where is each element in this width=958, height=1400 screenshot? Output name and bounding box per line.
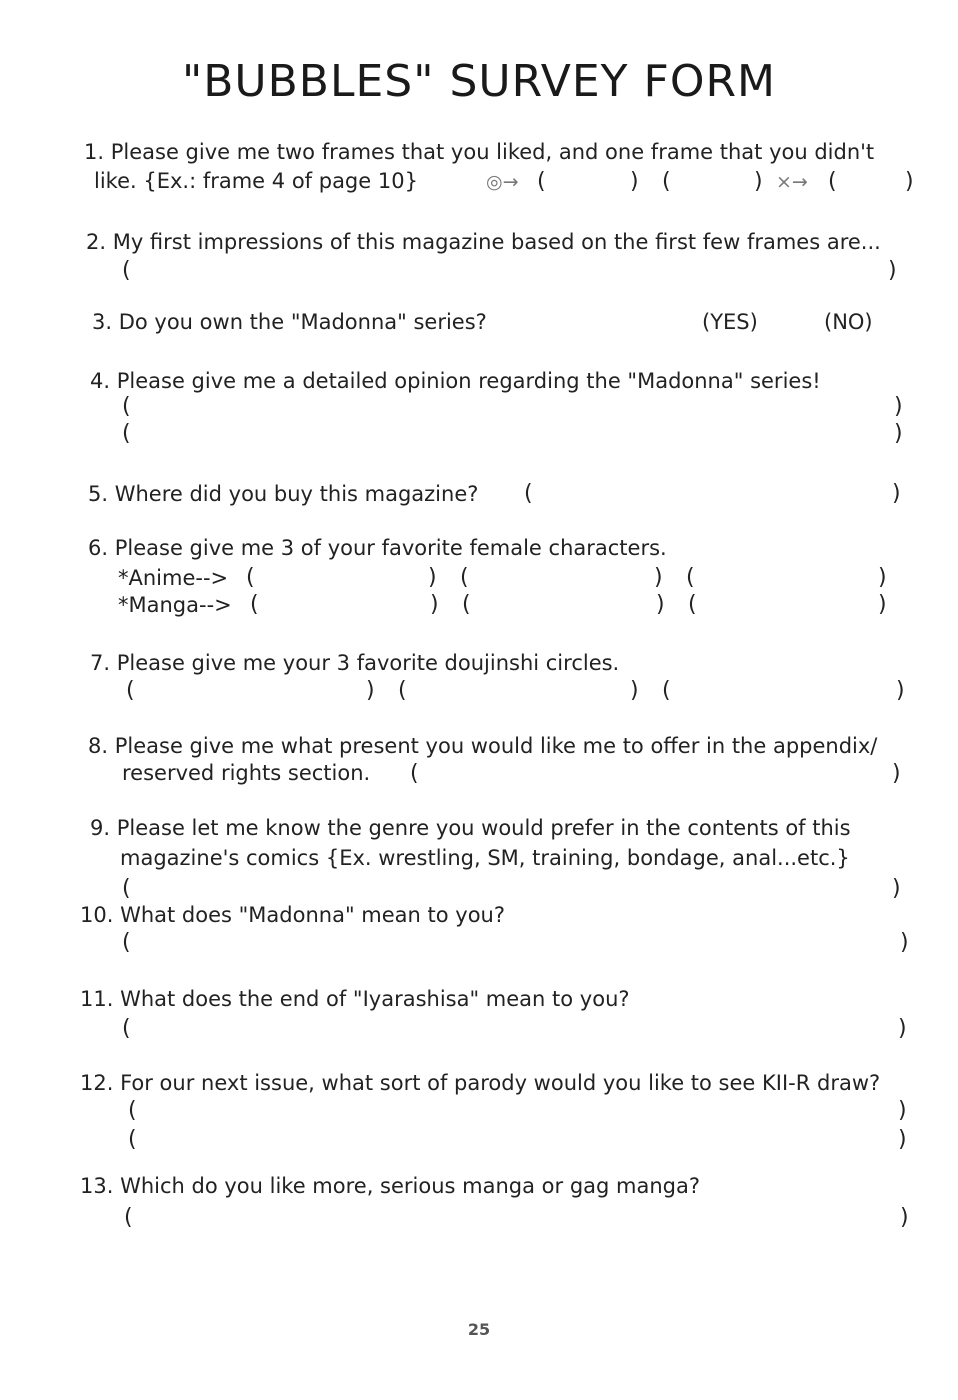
question-1-text: 1. Please give me two frames that you liked, and one frame that you didn't [84, 140, 875, 164]
answer-close-paren: ) [878, 565, 887, 590]
question-11-text: 11. What does the end of "Iyarashisa" mean to you? [80, 987, 630, 1011]
answer-open-paren: ( [124, 1205, 133, 1230]
question-9-text: 9. Please let me know the genre you would prefer in the contents of this [90, 816, 851, 840]
answer-open-paren: ( [662, 678, 671, 703]
disliked-frame-symbol: ×→ [776, 171, 808, 193]
answer-open-paren: ( [662, 169, 671, 194]
question-4-text: 4. Please give me a detailed opinion regarding the "Madonna" series! [90, 369, 821, 393]
question-5-text: 5. Where did you buy this magazine? [88, 482, 479, 506]
question-6-text: 6. Please give me 3 of your favorite female characters. [88, 536, 667, 560]
answer-close-paren: ) [888, 258, 897, 283]
question-1-example: like. {Ex.: frame 4 of page 10} [94, 169, 418, 193]
answer-close-paren: ) [900, 930, 909, 955]
answer-open-paren: ( [122, 421, 131, 446]
answer-close-paren: ) [878, 592, 887, 617]
answer-close-paren: ) [900, 1205, 909, 1230]
question-8-text: 8. Please give me what present you would like me to offer in the appendix/ [88, 734, 878, 758]
question-9-text-continued: magazine's comics {Ex. wrestling, SM, training, bondage, anal...etc.} [120, 846, 850, 870]
question-2-text: 2. My first impressions of this magazine based on the first few frames are... [86, 230, 881, 254]
page-number: 25 [467, 1320, 491, 1339]
answer-close-paren: ) [896, 678, 905, 703]
question-3-text: 3. Do you own the "Madonna" series? [92, 310, 487, 334]
answer-close-paren: ) [894, 394, 903, 419]
answer-close-paren: ) [894, 421, 903, 446]
answer-close-paren: ) [898, 1016, 907, 1041]
yes-option: (YES) [702, 310, 758, 334]
answer-open-paren: ( [122, 1016, 131, 1041]
question-8-text-continued: reserved rights section. [122, 761, 371, 785]
no-option: (NO) [824, 310, 873, 334]
answer-open-paren: ( [126, 678, 135, 703]
answer-open-paren: ( [250, 592, 259, 617]
answer-close-paren: ) [630, 678, 639, 703]
answer-close-paren: ) [892, 481, 901, 506]
answer-open-paren: ( [246, 565, 255, 590]
question-7-text: 7. Please give me your 3 favorite doujinshi circles. [90, 651, 620, 675]
answer-open-paren: ( [410, 761, 419, 786]
answer-close-paren: ) [656, 592, 665, 617]
answer-open-paren: ( [398, 678, 407, 703]
answer-close-paren: ) [892, 876, 901, 901]
answer-close-paren: ) [898, 1127, 907, 1152]
answer-open-paren: ( [686, 565, 695, 590]
answer-open-paren: ( [537, 169, 546, 194]
answer-open-paren: ( [122, 930, 131, 955]
answer-open-paren: ( [524, 481, 533, 506]
manga-label: *Manga--> [118, 593, 232, 617]
answer-close-paren: ) [754, 169, 763, 194]
question-13-text: 13. Which do you like more, serious manga or gag manga? [80, 1174, 701, 1198]
question-10-text: 10. What does "Madonna" mean to you? [80, 903, 506, 927]
answer-close-paren: ) [905, 169, 914, 194]
answer-close-paren: ) [428, 565, 437, 590]
answer-open-paren: ( [128, 1127, 137, 1152]
liked-frames-symbol: ◎→ [486, 171, 519, 193]
anime-label: *Anime--> [118, 566, 229, 590]
answer-close-paren: ) [892, 761, 901, 786]
answer-close-paren: ) [366, 678, 375, 703]
answer-open-paren: ( [122, 876, 131, 901]
answer-close-paren: ) [654, 565, 663, 590]
answer-open-paren: ( [462, 592, 471, 617]
answer-open-paren: ( [460, 565, 469, 590]
page-title: "BUBBLES" SURVEY FORM [181, 56, 776, 107]
answer-close-paren: ) [898, 1098, 907, 1123]
answer-open-paren: ( [128, 1098, 137, 1123]
answer-open-paren: ( [122, 258, 131, 283]
answer-open-paren: ( [688, 592, 697, 617]
answer-close-paren: ) [630, 169, 639, 194]
answer-open-paren: ( [828, 169, 837, 194]
question-12-text: 12. For our next issue, what sort of parody would you like to see KII-R draw? [80, 1071, 881, 1095]
answer-open-paren: ( [122, 394, 131, 419]
answer-close-paren: ) [430, 592, 439, 617]
